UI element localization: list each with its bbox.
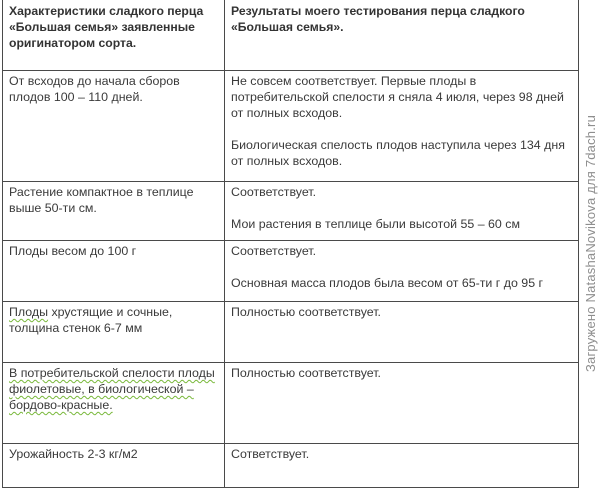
table-row-fruit-color	[3, 363, 579, 444]
cell-text: Соответствует.	[231, 244, 317, 258]
table-row-yield	[3, 444, 579, 488]
header-claimed-characteristics: Характеристики сладкого перца «Большая семья» заявленные оригинатором сорта.	[3, 0, 225, 71]
watermark-text: Загружено NatashaNovikova для 7dach.ru	[582, 114, 598, 373]
cell-result	[225, 444, 579, 488]
table-row-plant-height	[3, 182, 579, 241]
cell-text: От всходов до начала сборов плодов 100 – 110 дней.	[9, 74, 180, 104]
table-row-fruit-weight	[3, 241, 579, 302]
cell-text: Плоды хрустящие и сочные, толщина стенок 6-7 мм	[9, 305, 173, 335]
cell-result	[225, 302, 579, 363]
table-header-row	[3, 0, 579, 71]
cell-text: Не совсем соответствует. Первые плоды в потребительской спелости я сняла 4 июля, через 98 дней от полных всходов.	[231, 74, 564, 120]
header-test-results: Результаты моего тестирования перца сладкого «Большая семья».	[225, 0, 579, 71]
cell-claimed	[3, 302, 225, 363]
watermark	[580, 0, 600, 487]
cell-claimed	[3, 444, 225, 488]
cell-text: Полностью соответствует.	[231, 305, 381, 319]
cell-result	[225, 363, 579, 444]
cell-text: Биологическая спелость плодов наступила через 134 дня от полных всходов.	[231, 138, 565, 168]
cell-claimed	[3, 363, 225, 444]
cell-claimed	[3, 241, 225, 302]
cell-text: Основная масса плодов была весом от 65-ти г до 95 г	[231, 276, 544, 290]
spellcheck-word: Плоды	[9, 305, 49, 319]
table-row-ripening	[3, 71, 579, 182]
cell-text: В потребительской спелости плоды фиолетовые, в биологической – бордово-красные.	[9, 366, 215, 412]
cell-text: Соответствует.	[231, 185, 317, 199]
cell-result	[225, 182, 579, 241]
table-row-fruit-texture	[3, 302, 579, 363]
cell-text: Сответствует.	[231, 447, 310, 461]
cell-claimed	[3, 182, 225, 241]
cell-text: Плоды весом до 100 г	[9, 244, 137, 258]
cell-text: Урожайность 2-3 кг/м2	[9, 447, 138, 461]
cell-text: Полностью соответствует.	[231, 366, 381, 380]
cell-text: Мои растения в теплице были высотой 55 – 60 см	[231, 217, 520, 231]
cell-text: Растение компактное в теплице выше 50-ти см.	[9, 185, 194, 215]
cell-claimed	[3, 71, 225, 182]
cell-result	[225, 241, 579, 302]
comparison-table	[2, 0, 579, 488]
cell-result	[225, 71, 579, 182]
